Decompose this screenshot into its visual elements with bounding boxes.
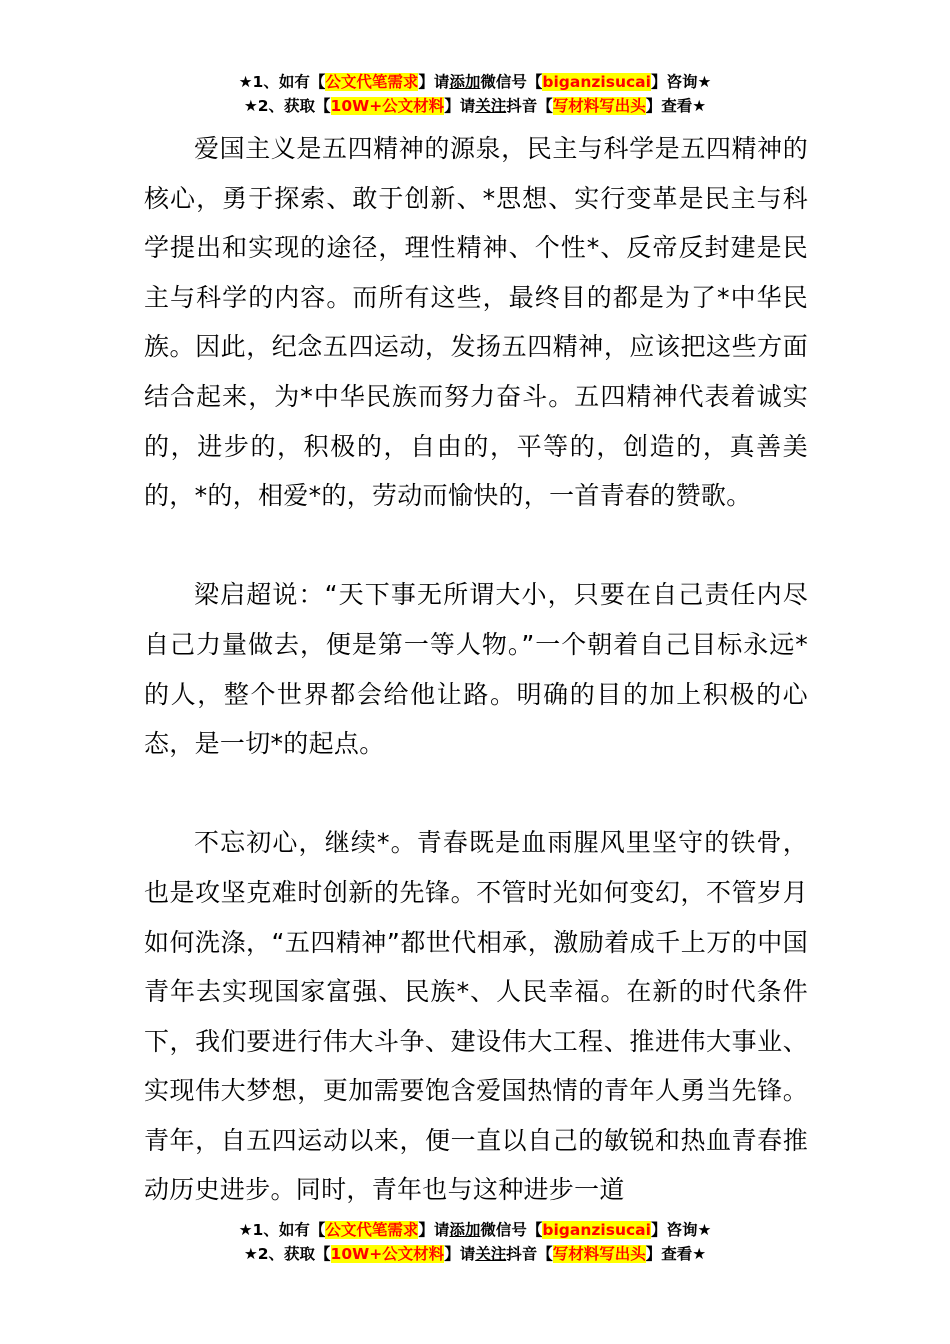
footer-banner (0, 1218, 950, 1266)
underlined-text: 关注 (475, 97, 507, 115)
underlined-text: 关注 (475, 1245, 507, 1263)
highlight-text: 10W+公文材料 (330, 1245, 445, 1263)
highlight-text: 公文代笔需求 (325, 73, 419, 91)
banner-text: ★1、如有【 (238, 73, 326, 91)
wechat-id-highlight: biganzisucai (542, 73, 651, 91)
banner-text: 抖音【 (506, 1245, 553, 1263)
banner-line-1 (0, 70, 950, 94)
wechat-id-highlight: biganzisucai (542, 1221, 651, 1239)
paragraph-1: 爱国主义是五四精神的源泉，民主与科学是五四精神的核心，勇于探索、敢于创新、*思想、实行变革是民主与科学提出和实现的途径，理性精神、个性*、反帝反封建是民主与科学的内容。而所有这些，最终目的都是为了*中华民族。因此，纪念五四运动，发扬五四精神，应该把这些方面结合起来，为*中华民族而努力奋斗。五四精神代表着诚实的，进步的，积极的，自由的，平等的，创造的，真善美的，*的，相爱*的，劳动而愉快的，一首青春的赞歌。 (144, 134, 808, 511)
banner-line-2 (0, 94, 950, 118)
document-body (144, 124, 808, 1215)
douyin-id-highlight: 写材料写出头 (552, 97, 646, 115)
banner-text: 微信号【 (480, 1221, 543, 1239)
banner-text: ★1、如有【 (238, 1221, 326, 1239)
banner-text: 】请 (444, 97, 476, 115)
underlined-text: 添加 (449, 1221, 481, 1239)
banner-text: 】请 (418, 73, 450, 91)
banner-text: 】查看★ (645, 1245, 707, 1263)
banner-text: ★2、获取【 (243, 97, 331, 115)
banner-text: 】咨询★ (650, 1221, 712, 1239)
banner-text: 微信号【 (480, 73, 543, 91)
banner-text: 抖音【 (506, 97, 553, 115)
banner-line-1 (0, 1218, 950, 1242)
banner-text: 】查看★ (645, 97, 707, 115)
highlight-text: 公文代笔需求 (325, 1221, 419, 1239)
paragraph-2: 梁启超说：“天下事无所谓大小，只要在自己责任内尽自己力量做去，便是第一等人物。”一个朝着自己目标永远*的人，整个世界都会给他让路。明确的目的加上积极的心态，是一切*的起点。 (144, 580, 808, 759)
paragraph-3: 不忘初心，继续*。青春既是血雨腥风里坚守的铁骨，也是攻坚克难时创新的先锋。不管时光如何变幻，不管岁月如何洗涤，“五四精神”都世代相承，激励着成千上万的中国青年去实现国家富强、民族*、人民幸福。在新的时代条件下，我们要进行伟大斗争、建设伟大工程、推进伟大事业、实现伟大梦想，更加需要饱含爱国热情的青年人勇当先锋。青年，自五四运动以来，便一直以自己的敏锐和热血青春推动历史进步。同时，青年也与这种进步一道 (144, 828, 808, 1205)
banner-text: 】请 (444, 1245, 476, 1263)
highlight-text: 10W+公文材料 (330, 97, 445, 115)
banner-line-2 (0, 1242, 950, 1266)
douyin-id-highlight: 写材料写出头 (552, 1245, 646, 1263)
header-banner (0, 70, 950, 118)
banner-text: 】咨询★ (650, 73, 712, 91)
banner-text: 】请 (418, 1221, 450, 1239)
banner-text: ★2、获取【 (243, 1245, 331, 1263)
underlined-text: 添加 (449, 73, 481, 91)
